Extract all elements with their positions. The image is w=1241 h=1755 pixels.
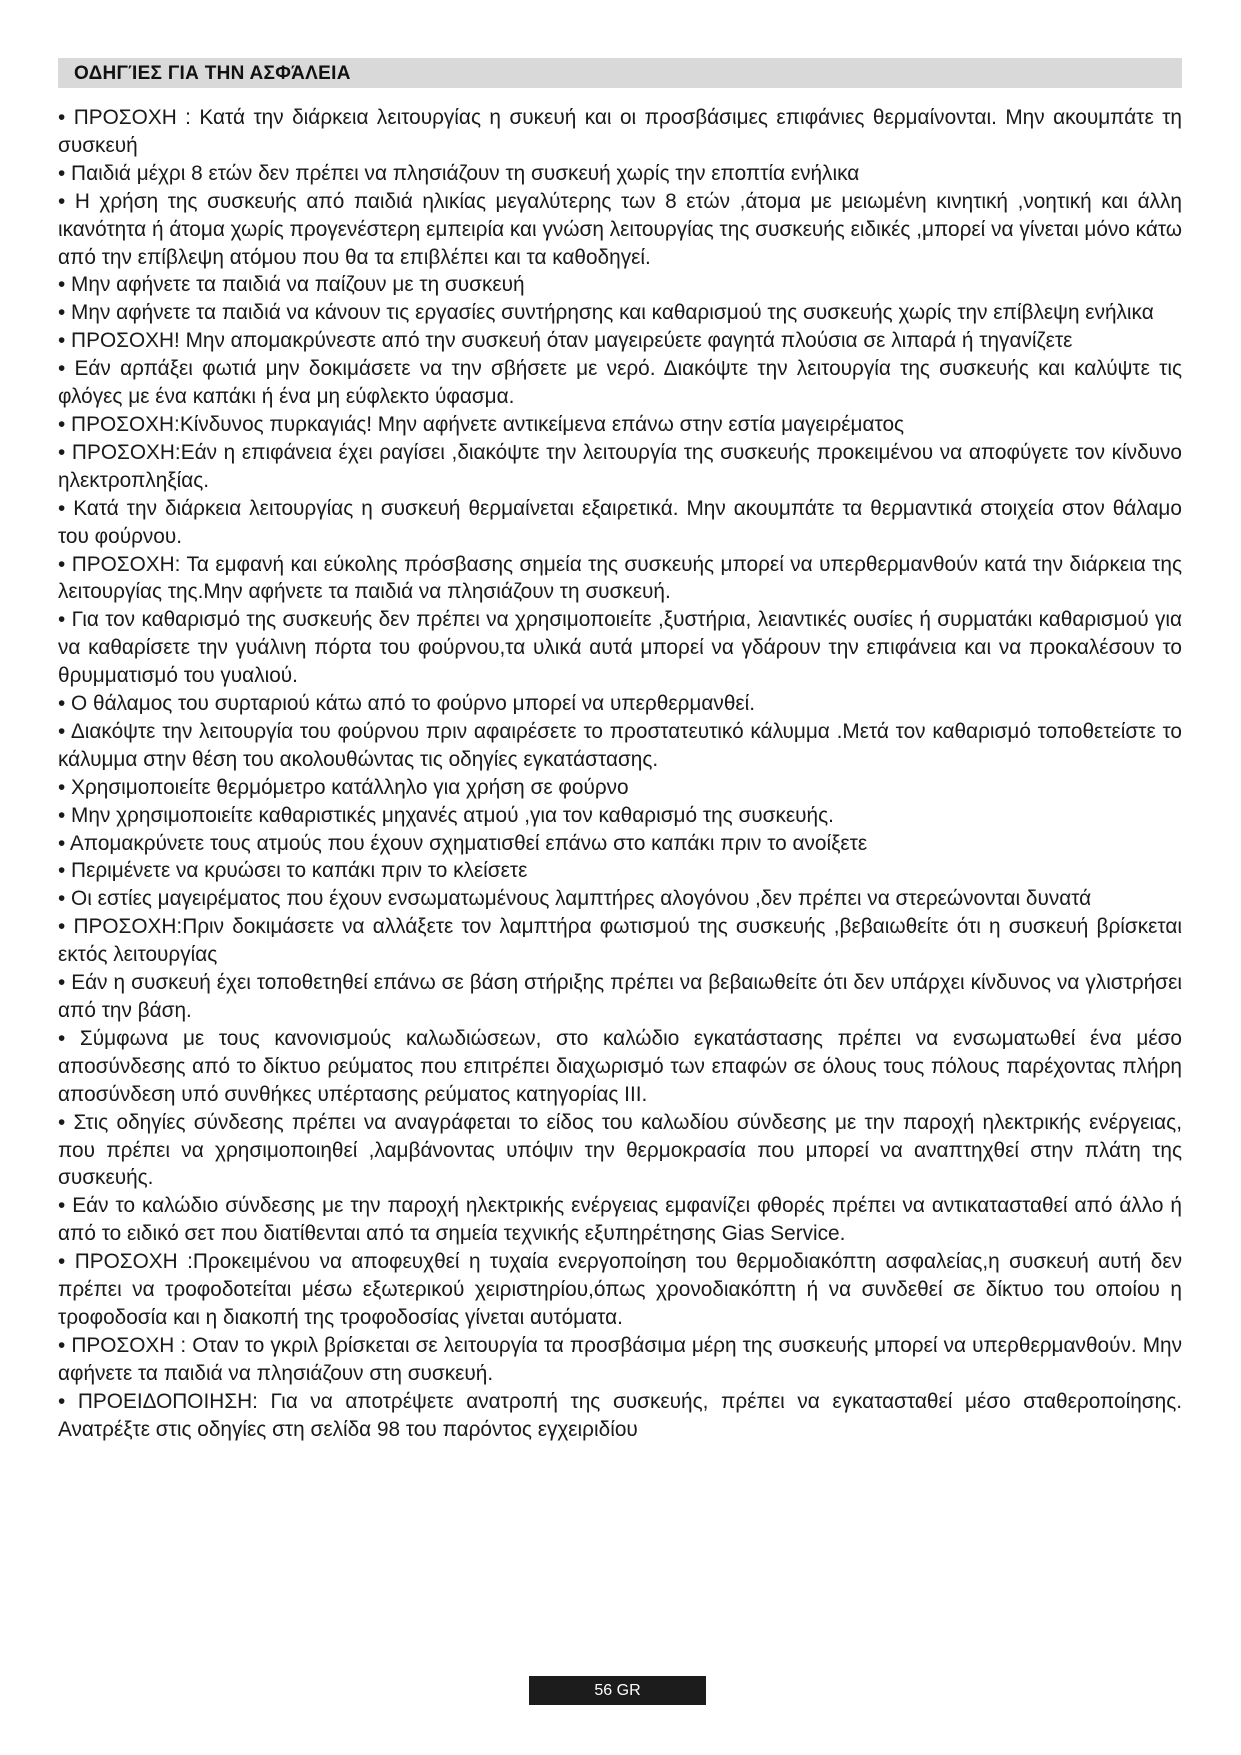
list-item: • ΠΡΟΣΟΧΗ : Οταν το γκριλ βρίσκεται σε λειτουργία τα προσβάσιμα μέρη της συσκευής μπορεί να υπερθερμανθούν. Μην αφήνετε τα παιδιά να πλησιάζουν στη συσκευή. — [58, 1333, 1182, 1385]
list-item: • Εάν το καλώδιο σύνδεσης με την παροχή ηλεκτρικής ενέργειας εμφανίζει φθορές πρέπει να αντικατασταθεί από άλλο ή από το ειδικό σετ που διατίθενται από τα σημεία τεχνικής εξυπηρέτησης Gias Service. — [58, 1194, 1182, 1246]
list-item: • ΠΡΟΣΟΧΗ:Εάν η επιφάνεια έχει ραγίσει ,διακόψτε την λειτουργία της συσκευής προκειμένου να αποφύγετε τον κίνδυνο ηλεκτροπληξίας. — [58, 440, 1182, 492]
list-item: • ΠΡΟΣΟΧΗ:Κίνδυνος πυρκαγιάς! Μην αφήνετε αντικείμενα επάνω στην εστία μαγειρέματος — [58, 412, 905, 436]
list-item: • Για τον καθαρισμό της συσκευής δεν πρέπει να χρησιμοποιείτε ,ξυστήρια, λειαντικές ουσίες ή συρματάκι καθαρισμού για να καθαρίσετε την γυάλινη πόρτα του φούρνου,τα υλικά αυτά μπορεί να γδάρουν την επιφάνεια και να προκαλέσουν το θρυμματισμό του γυαλιού. — [58, 608, 1182, 688]
list-item: • Απομακρύνετε τους ατμούς που έχουν σχηματισθεί επάνω στο καπάκι πριν το ανοίξετε — [58, 831, 868, 855]
list-item: • ΠΡΟΣΟΧΗ : Κατά την διάρκεια λειτουργίας η συκευή και οι προσβάσιμες επιφάνιες θερμαίνονται. Μην ακουμπάτε τη συσκευή — [58, 106, 1182, 157]
list-item: • Περιμένετε να κρυώσει το καπάκι πριν το κλείσετε — [58, 859, 528, 883]
list-item: • Οι εστίες μαγειρέματος που έχουν ενσωματωμένους λαμπτήρες αλογόνου ,δεν πρέπει να στερεώνονται δυνατά — [58, 887, 1092, 911]
list-item: • Στις οδηγίες σύνδεσης πρέπει να αναγράφεται το είδος του καλωδίου σύνδεσης με την παροχή ηλεκτρικής ενέργειας, που πρέπει να χρησιμοποιηθεί ,λαμβάνοντας υπόψιν την θερμοκρασία που μπορεί να αναπτηχθεί στην πλάτη της συσκευής. — [58, 1110, 1182, 1190]
list-item: • Ο θάλαμος του συρταριού κάτω από το φούρνο μπορεί να υπερθερμανθεί. — [58, 692, 756, 716]
section-header-bar — [58, 58, 1182, 88]
list-item: • Μην αφήνετε τα παιδιά να κάνουν τις εργασίες συντήρησης και καθαρισμού της συσκευής χωρίς την επίβλεψη ενήλικα — [58, 301, 1154, 325]
list-item: • Κατά την διάρκεια λειτουργίας η συσκευή θερμαίνεται εξαιρετικά. Μην ακουμπάτε τα θερμαντικά στοιχεία στον θάλαμο του φούρνου. — [58, 496, 1182, 548]
safety-instructions-list — [58, 104, 1182, 1444]
list-item: • Μην χρησιμοποιείτε καθαριστικές μηχανές ατμού ,για τον καθαρισμό της συσκευής. — [58, 803, 834, 827]
page-number: 56 GR — [594, 1682, 641, 1699]
list-item: • ΠΡΟΣΟΧΗ: Τα εμφανή και εύκολης πρόσβασης σημεία της συσκευής μπορεί να υπερθερμανθούν κατά την διάρκεια της λειτουργίας της.Μην αφήνετε τα παιδιά να πλησιάζουν τη συσκευή. — [58, 552, 1182, 604]
list-item: • Μην αφήνετε τα παιδιά να παίζουν με τη συσκευή — [58, 273, 525, 297]
list-item: • ΠΡΟΣΟΧΗ:Πριν δοκιμάσετε να αλλάξετε τον λαμπτήρα φωτισμού της συσκευής ,βεβαιωθείτε ότι η συσκευή βρίσκεται εκτός λειτουργίας — [58, 915, 1182, 967]
list-item: • Σύμφωνα με τους κανονισμούς καλωδιώσεων, στο καλώδιο εγκατάστασης πρέπει να ενσωματωθεί ένα μέσο αποσύνδεσης από το δίκτυο ρεύματος που επιτρέπει διαχωρισμό των επαφών σε όλους τους πόλους παρέχοντας πλήρη αποσύνδεση υπό συνθήκες υπέρτασης ρεύματος κατηγορίας ΙΙΙ. — [58, 1026, 1182, 1106]
list-item: • ΠΡΟΣΟΧΗ! Μην απομακρύνεστε από την συσκευή όταν μαγειρεύετε φαγητά πλούσια σε λιπαρά ή τηγανίζετε — [58, 329, 1073, 353]
list-item: • Εάν αρπάξει φωτιά μην δοκιμάσετε να την σβήσετε με νερό. Διακόψτε την λειτουργία της συσκευής και καλύψτε τις φλόγες με ένα καπάκι ή ένα μη εύφλεκτο ύφασμα. — [58, 357, 1182, 409]
list-item: • Διακόψτε την λειτουργία του φούρνου πριν αφαιρέσετε το προστατευτικό κάλυμμα .Μετά τον καθαρισμό τοποθετείστε το κάλυμμα στην θέση του ακολουθώντας τις οδηγίες εγκατάστασης. — [58, 719, 1182, 771]
list-item: • Χρησιμοποιείτε θερμόμετρο κατάλληλο για χρήση σε φούρνο — [58, 775, 629, 799]
list-item: • Εάν η συσκευή έχει τοποθετηθεί επάνω σε βάση στήριξης πρέπει να βεβαιωθείτε ότι δεν υπάρχει κίνδυνος να γλιστρήσει από την βάση. — [58, 971, 1182, 1022]
list-item: • Η χρήση της συσκευής από παιδιά ηλικίας μεγαλύτερης των 8 ετών ,άτομα με μειωμένη κινητική ,νοητική και άλλη ικανότητα ή άτομα χωρίς προγενέστερη εμπειρία και γνώση λειτουργίας της συσκευής ειδικές ,μπορεί να γίνεται μόνο κάτω από την επίβλεψη ατόμου που θα τα επιβλέπει και τα καθοδηγεί. — [58, 189, 1182, 269]
list-item: • ΠΡΟΕΙΔΟΠΟΙΗΣΗ: Για να αποτρέψετε ανατροπή της συσκευής, πρέπει να εγκατασταθεί μέσο σταθεροποίησης. Ανατρέξτε στις οδηγίες στη σελίδα 98 του παρόντος εγχειριδίου — [58, 1389, 1182, 1441]
page-number-badge — [529, 1676, 706, 1705]
list-item: • ΠΡΟΣΟΧΗ :Προκειμένου να αποφευχθεί η τυχαία ενεργοποίηση του θερμοδιακόπτη ασφαλείας,η συσκευή αυτή δεν πρέπει να τροφοδοτείται μέσω εξωτερικού χειριστηρίου,όπως χρονοδιακόπτη ή να συνδεθεί σε δίκτυο του οποίου η τροφοδοσία και η διακοπή της τροφοδοσίας γίνεται αυτόματα. — [58, 1250, 1182, 1329]
list-item: • Παιδιά μέχρι 8 ετών δεν πρέπει να πλησιάζουν τη συσκευή χωρίς την εποπτία ενήλικα — [58, 161, 860, 185]
section-title: ΟΔΗΓΊΕΣ ΓΙΑ ΤΗΝ ΑΣΦΆΛΕΙΑ — [74, 63, 351, 84]
